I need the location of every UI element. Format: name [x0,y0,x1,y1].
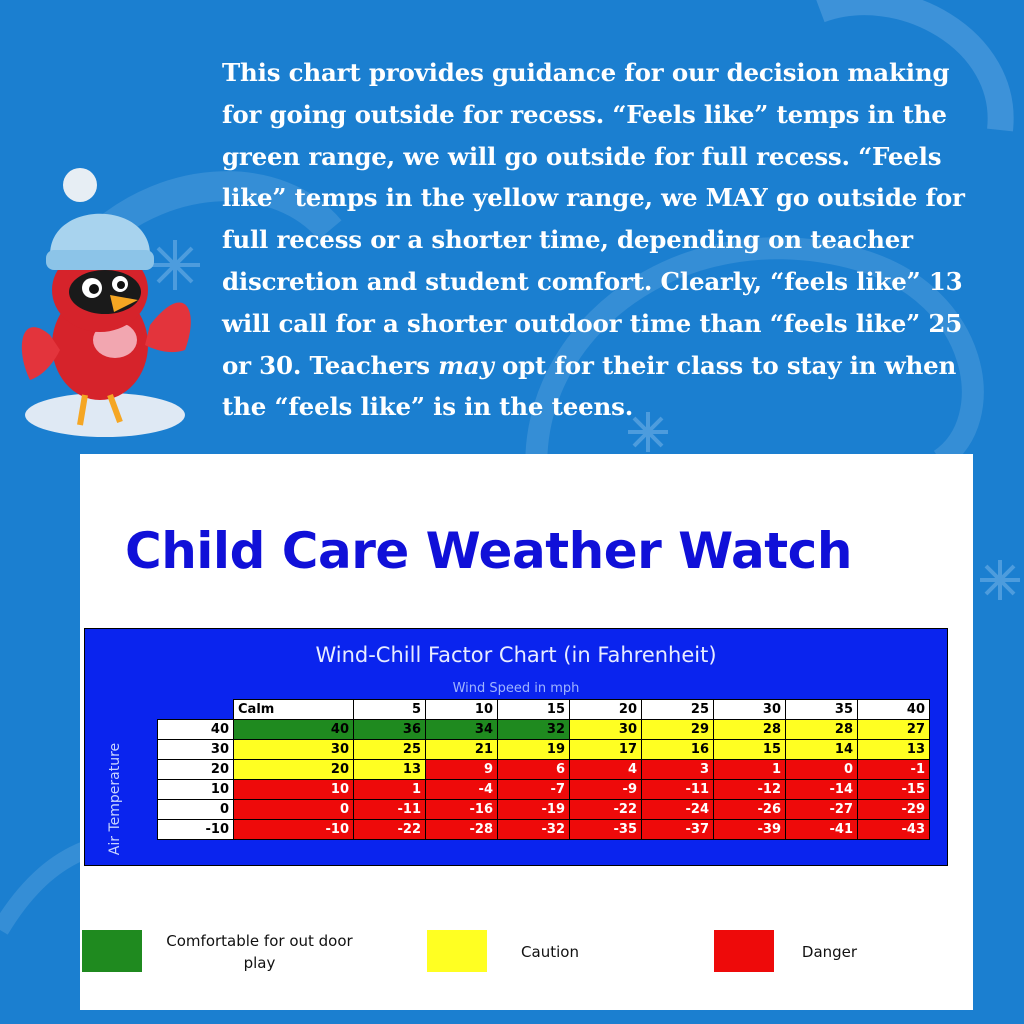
wind-chill-cell: -11 [354,800,426,820]
wind-chill-cell: -16 [426,800,498,820]
wind-chill-cell: 30 [570,720,642,740]
wind-chill-chart [84,628,948,866]
intro-line: green range, we will go outside for full recess. “Feels [222,141,942,171]
wind-chill-cell: -14 [786,780,858,800]
wind-chill-cell: 14 [786,740,858,760]
wind-chill-cell: 28 [786,720,858,740]
intro-line: full recess or a shorter time, depending on teacher [222,225,913,255]
wind-chill-cell: -26 [714,800,786,820]
wind-speed-header: 40 [858,700,930,720]
wind-chill-cell: 17 [570,740,642,760]
wind-chill-cell: 10 [234,780,354,800]
wind-chill-cell: 6 [498,760,570,780]
intro-text: or 30. Teachers [222,350,439,380]
wind-chill-cell: 30 [234,740,354,760]
wind-chill-cell: -32 [498,820,570,840]
intro-line: the “feels like” is in the teens. [222,392,634,422]
wind-chill-cell: -37 [642,820,714,840]
intro-line: like” temps in the yellow range, we MAY go outside for [222,183,965,213]
table-corner [158,700,234,720]
air-temperature-cell: 40 [158,720,234,740]
wind-chill-cell: 15 [714,740,786,760]
snowflake-icon [980,560,1020,600]
wind-speed-header: 30 [714,700,786,720]
wind-chill-cell: 28 [714,720,786,740]
wind-chill-cell: -12 [714,780,786,800]
wind-chill-cell: -9 [570,780,642,800]
wind-chill-cell: 16 [642,740,714,760]
wind-speed-header: Calm [234,700,354,720]
panel-title: Child Care Weather Watch [125,522,852,580]
wind-chill-cell: -43 [858,820,930,840]
wind-chill-cell: -27 [786,800,858,820]
legend-danger: Danger [801,943,858,961]
wind-chill-cell: -28 [426,820,498,840]
wind-chill-cell: 1 [354,780,426,800]
intro-line: for going outside for recess. “Feels like” temps in the [222,99,947,129]
wind-chill-cell: -19 [498,800,570,820]
wind-chill-cell: 20 [234,760,354,780]
legend-swatch-green [82,930,142,972]
legend [80,930,973,974]
air-temperature-cell: 0 [158,800,234,820]
table-row [158,780,930,800]
wind-chill-cell: -10 [234,820,354,840]
intro-emphasis: may [438,350,494,380]
wind-speed-header: 25 [642,700,714,720]
table-row [158,820,930,840]
legend-caution: Caution [521,943,579,961]
wind-chill-cell: 4 [570,760,642,780]
wind-chill-cell: 32 [498,720,570,740]
table-row [158,800,930,820]
air-temperature-cell: 20 [158,760,234,780]
wind-chill-cell: -22 [570,800,642,820]
wind-chill-cell: 13 [858,740,930,760]
wind-chill-cell: 3 [642,760,714,780]
wind-chill-cell: -7 [498,780,570,800]
air-temperature-text: Air Temperature [107,742,123,856]
wind-chill-cell: -39 [714,820,786,840]
air-temperature-cell: 30 [158,740,234,760]
wind-chill-cell: 36 [354,720,426,740]
wind-chill-cell: -24 [642,800,714,820]
wind-chill-cell: -1 [858,760,930,780]
wind-chill-cell: 25 [354,740,426,760]
wind-chill-cell: 29 [642,720,714,740]
wind-chill-cell: -22 [354,820,426,840]
wind-chill-cell: 0 [786,760,858,780]
wind-chill-cell: 9 [426,760,498,780]
wind-chill-cell: 21 [426,740,498,760]
wind-chill-cell: 13 [354,760,426,780]
wind-chill-cell: 1 [714,760,786,780]
wind-speed-header: 15 [498,700,570,720]
legend-comfortable [152,930,367,974]
wind-chill-table [157,699,930,840]
wind-speed-header: 20 [570,700,642,720]
wind-chill-cell: -29 [858,800,930,820]
wind-chill-cell: 40 [234,720,354,740]
legend-swatch-red [714,930,774,972]
wind-speed-header: 35 [786,700,858,720]
cardinal-mascot [10,160,210,440]
intro-paragraph [222,52,1022,428]
wind-speed-header: 10 [426,700,498,720]
table-row [158,740,930,760]
intro-text: opt for their class to stay in when [493,350,957,380]
air-temperature-cell: -10 [158,820,234,840]
air-temperature-cell: 10 [158,780,234,800]
intro-line [222,345,1022,387]
weather-watch-panel [80,454,973,1010]
wind-chill-cell: -41 [786,820,858,840]
chart-title: Wind-Chill Factor Chart (in Fahrenheit) [315,643,717,667]
legend-text-line: Comfortable for out door [166,932,353,950]
wind-speed-header: 5 [354,700,426,720]
wind-chill-cell: -15 [858,780,930,800]
wind-chill-cell: -4 [426,780,498,800]
wind-chill-cell: -11 [642,780,714,800]
legend-swatch-yellow [427,930,487,972]
intro-line: will call for a shorter outdoor time than “feels like” 25 [222,308,963,338]
intro-line: discretion and student comfort. Clearly, “feels like” 13 [222,266,963,296]
intro-line: This chart provides guidance for our decision making [222,58,950,87]
wind-chill-cell: 34 [426,720,498,740]
wind-speed-label: Wind Speed in mph [452,681,580,696]
wind-chill-cell: 19 [498,740,570,760]
wind-chill-cell: -35 [570,820,642,840]
wind-chill-cell: 27 [858,720,930,740]
table-row [158,760,930,780]
legend-text-line: play [243,954,276,972]
table-row [158,720,930,740]
table-header-row [158,700,930,720]
wind-chill-cell: 0 [234,800,354,820]
